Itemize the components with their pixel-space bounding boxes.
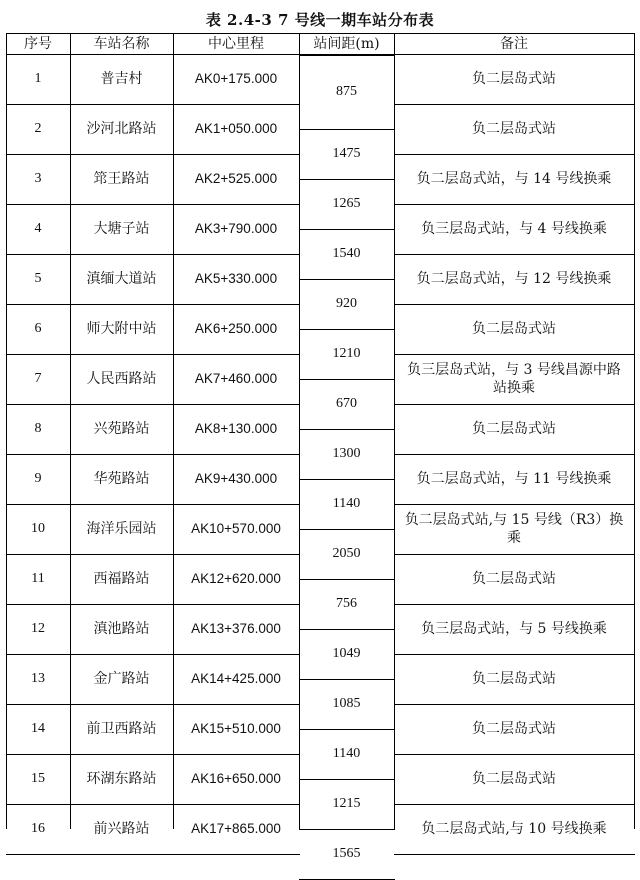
station-distance: 670 — [336, 396, 357, 411]
station-number: 13 — [31, 671, 45, 686]
station-mileage: AK15+510.000 — [191, 721, 281, 736]
station-remark: 负二层岛式站 — [472, 71, 556, 87]
station-distance: 1300 — [332, 446, 361, 461]
station-name: 前卫西路站 — [86, 721, 157, 737]
station-mileage: AK14+425.000 — [191, 671, 281, 686]
station-mileage: AK2+525.000 — [194, 171, 278, 186]
station-number: 2 — [34, 121, 42, 136]
station-distance: 1085 — [332, 696, 361, 711]
station-remark: 负二层岛式站 — [472, 671, 556, 687]
station-name: 前兴路站 — [93, 821, 150, 837]
station-name: 普吉村 — [100, 71, 143, 87]
station-mileage: AK10+570.000 — [191, 521, 281, 536]
row-border — [6, 854, 300, 855]
station-remark: 负二层岛式站，与 14 号线换乘 — [416, 171, 612, 187]
station-mileage: AK0+175.000 — [194, 71, 278, 86]
station-number: 16 — [31, 821, 45, 836]
station-distance: 1475 — [332, 146, 361, 161]
station-number: 11 — [31, 571, 45, 586]
station-distance: 920 — [336, 296, 357, 311]
station-mileage: AK8+130.000 — [194, 421, 278, 436]
station-distance: 1215 — [332, 796, 361, 811]
station-remark: 负二层岛式站 — [472, 771, 556, 787]
row-border — [394, 854, 635, 855]
station-mileage: AK12+620.000 — [191, 571, 281, 586]
station-distance: 1540 — [332, 246, 361, 261]
station-mileage: AK13+376.000 — [191, 621, 281, 636]
station-number: 9 — [34, 471, 42, 486]
station-number: 5 — [34, 271, 42, 286]
station-distance: 756 — [336, 596, 357, 611]
station-name: 人民西路站 — [86, 371, 157, 387]
station-number: 1 — [34, 71, 42, 86]
station-name: 大塘子站 — [93, 221, 150, 237]
station-mileage: AK16+650.000 — [191, 771, 281, 786]
station-distance: 2050 — [332, 546, 361, 561]
header-number: 序号 — [24, 35, 52, 52]
station-number: 12 — [31, 621, 45, 636]
station-remark: 负三层岛式站，与 4 号线换乘 — [421, 221, 607, 237]
station-name: 筇王路站 — [93, 171, 150, 187]
table-title: 表 2.4-3 7 号线一期车站分布表 — [205, 11, 435, 29]
station-number: 14 — [31, 721, 45, 736]
station-name: 滇缅大道站 — [86, 271, 157, 287]
station-distance: 875 — [336, 84, 357, 99]
station-remark: 负三层岛式站，与 3 号线昌源中路站换乘 — [407, 362, 621, 396]
station-remark: 负三层岛式站，与 5 号线换乘 — [421, 621, 607, 637]
station-remark: 负二层岛式站 — [472, 721, 556, 737]
header-distance: 站间距(m) — [313, 35, 380, 52]
station-name: 华苑路站 — [93, 471, 150, 487]
station-remark: 负二层岛式站 — [472, 121, 556, 137]
header-mileage: 中心里程 — [208, 35, 264, 52]
station-distance: 1265 — [332, 196, 361, 211]
station-mileage: AK9+430.000 — [194, 471, 278, 486]
station-mileage: AK17+865.000 — [191, 821, 281, 836]
station-mileage: AK5+330.000 — [194, 271, 278, 286]
station-mileage: AK6+250.000 — [194, 321, 278, 336]
station-number: 4 — [34, 221, 42, 236]
station-remark: 负二层岛式站，与 11 号线换乘 — [416, 471, 612, 487]
station-distance: 1049 — [332, 646, 361, 661]
station-mileage: AK7+460.000 — [194, 371, 278, 386]
station-name: 金广路站 — [93, 671, 150, 687]
station-name: 海洋乐园站 — [86, 521, 157, 537]
station-name: 环湖东路站 — [86, 771, 157, 787]
station-number: 15 — [31, 771, 45, 786]
station-name: 西福路站 — [93, 571, 150, 587]
station-remark: 负二层岛式站,与 10 号线换乘 — [421, 821, 607, 837]
station-distance: 1140 — [332, 746, 361, 761]
header-station-name: 车站名称 — [93, 35, 150, 52]
column-border — [634, 33, 635, 829]
station-remark: 负二层岛式站,与 15 号线（R3）换乘 — [404, 512, 624, 546]
station-number: 3 — [34, 171, 42, 186]
station-remark: 负二层岛式站 — [472, 421, 556, 437]
station-distance: 1565 — [332, 846, 361, 861]
station-mileage: AK3+790.000 — [194, 221, 278, 236]
station-name: 滇池路站 — [93, 621, 150, 637]
header-remarks: 备注 — [500, 35, 528, 52]
station-distance: 1210 — [332, 346, 361, 361]
station-name: 师大附中站 — [86, 321, 157, 337]
station-remark: 负二层岛式站，与 12 号线换乘 — [416, 271, 612, 287]
station-mileage: AK1+050.000 — [194, 121, 278, 136]
station-number: 6 — [34, 321, 42, 336]
station-remark: 负二层岛式站 — [472, 571, 556, 587]
station-name: 沙河北路站 — [86, 121, 157, 137]
station-number: 7 — [34, 371, 42, 386]
station-remark: 负二层岛式站 — [472, 321, 556, 337]
station-number: 8 — [34, 421, 42, 436]
station-number: 10 — [31, 521, 45, 536]
station-name: 兴苑路站 — [93, 421, 150, 437]
station-distance: 1140 — [332, 496, 361, 511]
